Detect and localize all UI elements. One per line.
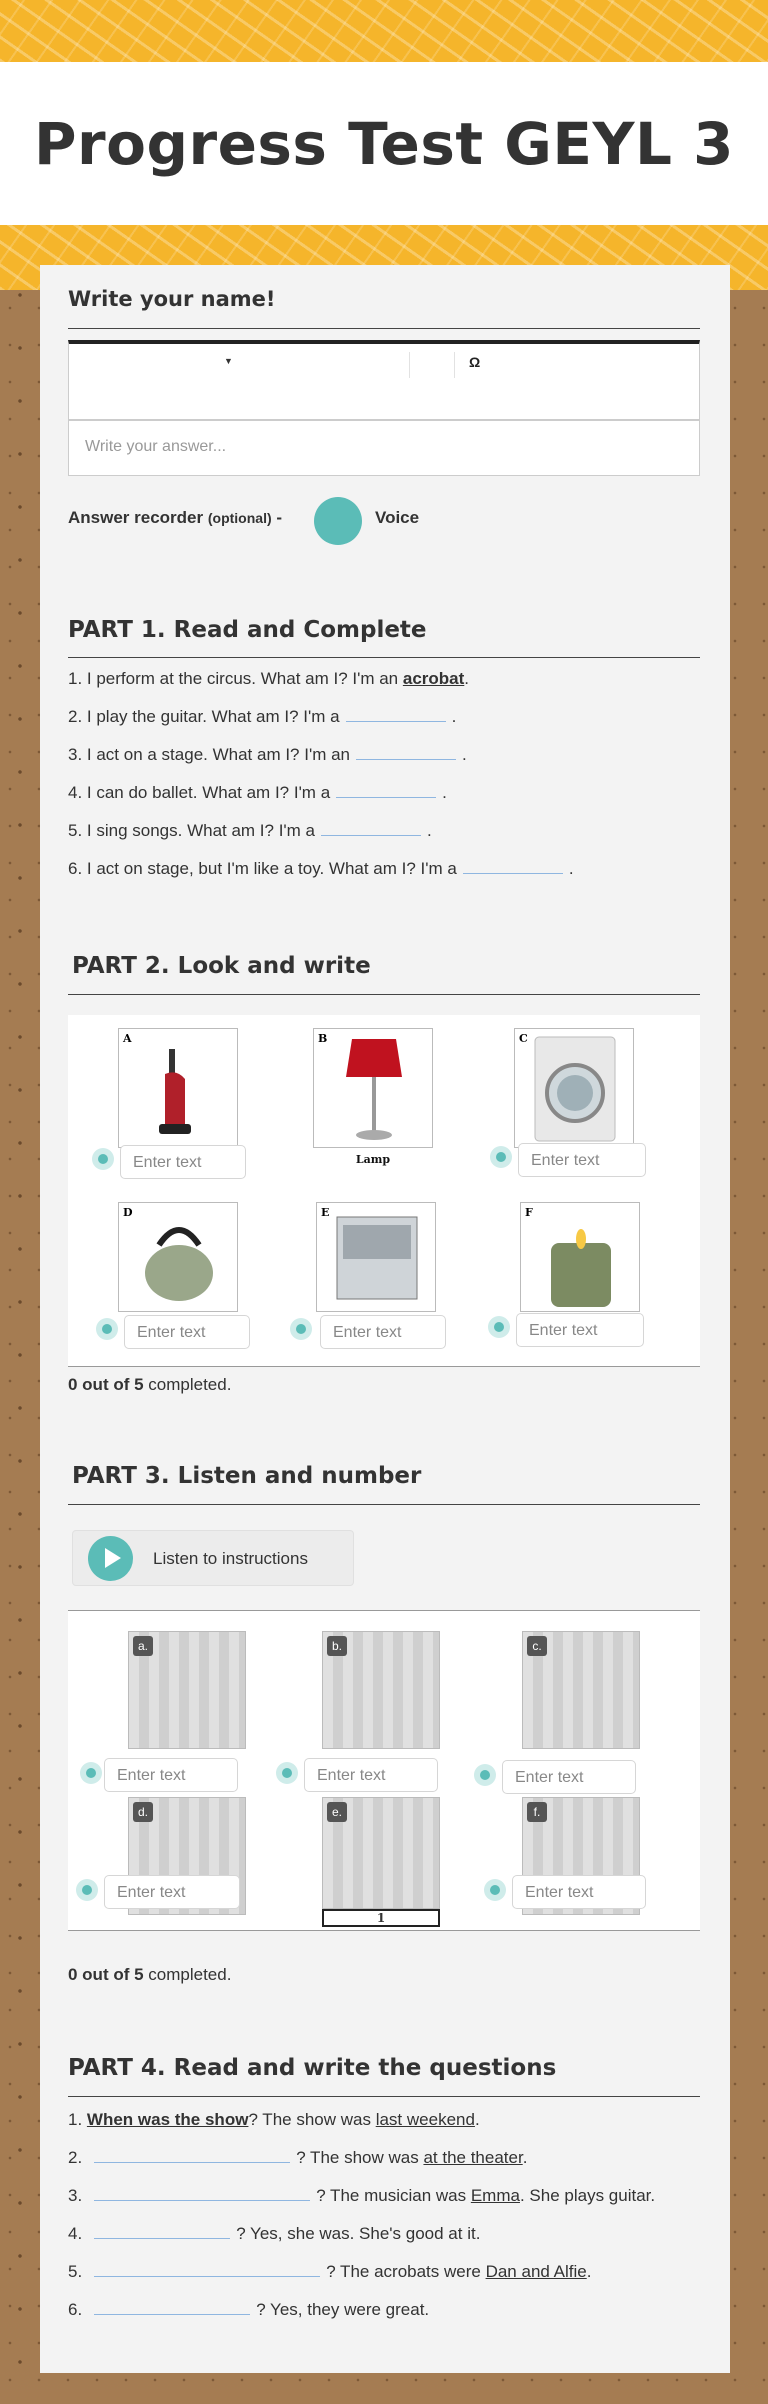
part3-heading: PART 3. Listen and number	[72, 1463, 422, 1489]
part3-hotspot-c[interactable]	[474, 1764, 496, 1786]
part3-hotspot-d[interactable]	[76, 1879, 98, 1901]
part4-item-3-number: 3.	[68, 2186, 83, 2205]
part3-input-f[interactable]	[512, 1875, 646, 1909]
part3-input-b[interactable]	[304, 1758, 438, 1792]
input-placeholder: Enter text	[333, 1324, 402, 1341]
part3-image-panel	[68, 1611, 700, 1931]
part3-input-a[interactable]	[104, 1758, 238, 1792]
part2-input-d[interactable]	[124, 1315, 250, 1349]
part1-item-1-text: 1. I perform at the circus. What am I? I'm an	[68, 669, 403, 688]
part1-item-3-text: 3. I act on a stage. What am I? I'm an	[68, 745, 350, 764]
part1-item-3	[68, 745, 467, 765]
picture-a-tag: a.	[133, 1636, 153, 1656]
name-answer-input[interactable]	[68, 420, 700, 476]
part4-item-4	[68, 2224, 480, 2244]
part2-hotspot-d[interactable]	[96, 1318, 118, 1340]
part3-progress-text: completed.	[143, 1965, 232, 1984]
part1-item-4-blank[interactable]	[336, 784, 436, 798]
part1-item-5-period: .	[427, 821, 432, 840]
part4-item-6-text: ? Yes, they were great.	[256, 2300, 430, 2319]
part3-progress	[68, 1965, 231, 1985]
part4-item-3-text: ? The musician was	[316, 2186, 471, 2205]
washing-machine-icon	[515, 1029, 634, 1148]
part4-item-1	[68, 2110, 480, 2130]
part2-hotspot-e[interactable]	[290, 1318, 312, 1340]
part4-item-2-number: 2.	[68, 2148, 83, 2167]
recorder-dash: -	[276, 508, 283, 527]
top-stripe	[0, 0, 768, 62]
kettle-icon	[119, 1203, 238, 1312]
part3-hotspot-f[interactable]	[484, 1879, 506, 1901]
part1-item-6	[68, 859, 574, 879]
part2-photo-a	[118, 1028, 238, 1148]
part4-item-2-blank[interactable]	[94, 2149, 290, 2163]
part1-item-4-text: 4. I can do ballet. What am I? I'm a	[68, 783, 331, 802]
part2-photo-f	[520, 1202, 640, 1312]
audio-player[interactable]	[72, 1530, 354, 1586]
part1-item-1	[68, 669, 469, 689]
part4-item-2-text: ? The show was	[296, 2148, 424, 2167]
part2-photo-b	[313, 1028, 433, 1148]
part4-item-5-end: .	[586, 2262, 592, 2281]
part4-item-3	[68, 2186, 655, 2206]
part4-item-3-underlined: Emma	[470, 2186, 520, 2205]
part2-input-f[interactable]	[516, 1313, 644, 1347]
answer-recorder-label	[68, 508, 282, 528]
part2-image-panel	[68, 1015, 700, 1367]
part1-item-5-text: 5. I sing songs. What am I? I'm a	[68, 821, 316, 840]
part1-item-2-text: 2. I play the guitar. What am I? I'm a	[68, 707, 340, 726]
part4-item-6-blank[interactable]	[94, 2301, 250, 2315]
part4-divider	[68, 2096, 700, 2097]
part4-item-2-end: .	[522, 2148, 528, 2167]
play-icon	[105, 1548, 121, 1568]
recorder-optional-text: (optional)	[207, 510, 272, 526]
part3-picture-b	[322, 1631, 440, 1749]
part1-item-5-blank[interactable]	[321, 822, 421, 836]
part4-item-5-blank[interactable]	[94, 2263, 320, 2277]
input-placeholder: Enter text	[525, 1884, 594, 1901]
part1-item-3-period: .	[462, 745, 467, 764]
part2-photo-e	[316, 1202, 436, 1312]
input-placeholder: Enter text	[117, 1884, 186, 1901]
part3-picture-c	[522, 1631, 640, 1749]
toolbar-divider	[409, 352, 410, 378]
candle-icon	[521, 1203, 640, 1312]
dropdown-caret-icon[interactable]: ▼	[224, 356, 233, 366]
vacuum-cleaner-icon	[119, 1029, 238, 1148]
rich-text-editor[interactable]	[68, 340, 700, 420]
play-button[interactable]	[88, 1536, 133, 1581]
part1-item-1-answer: acrobat	[402, 669, 465, 688]
part4-item-1-number: 1.	[68, 2110, 87, 2129]
part1-item-2-blank[interactable]	[346, 708, 446, 722]
part2-input-c[interactable]	[518, 1143, 646, 1177]
record-button[interactable]	[314, 497, 362, 545]
toolbar-divider	[454, 352, 455, 378]
part1-divider	[68, 657, 700, 658]
input-placeholder: Enter text	[529, 1322, 598, 1339]
part2-photo-d	[118, 1202, 238, 1312]
part2-hotspot-c[interactable]	[490, 1146, 512, 1168]
part4-item-1-text: ? The show was	[248, 2110, 376, 2129]
input-placeholder: Enter text	[515, 1769, 584, 1786]
part3-hotspot-b[interactable]	[276, 1762, 298, 1784]
lamp-icon	[314, 1029, 433, 1148]
part4-item-6	[68, 2300, 429, 2320]
part1-item-6-blank[interactable]	[463, 860, 563, 874]
part4-item-1-end: .	[474, 2110, 480, 2129]
voice-label: Voice	[375, 508, 420, 527]
photo-b-letter: B	[318, 1032, 328, 1045]
part4-item-4-blank[interactable]	[94, 2225, 230, 2239]
part4-item-6-number: 6.	[68, 2300, 83, 2319]
input-placeholder: Enter text	[133, 1154, 202, 1171]
part4-item-2-underlined: at the theater	[423, 2148, 523, 2167]
picture-f-tag: f.	[527, 1802, 547, 1822]
part2-progress	[68, 1375, 231, 1395]
title-banner	[0, 62, 768, 225]
part1-item-6-period: .	[568, 859, 574, 878]
part2-photo-c	[514, 1028, 634, 1148]
part4-heading: PART 4. Read and write the questions	[68, 2055, 557, 2081]
photo-a-letter: A	[123, 1032, 132, 1045]
lamp-example-label: Lamp	[355, 1153, 391, 1166]
part1-item-2-period: .	[451, 707, 457, 726]
part4-item-4-number: 4.	[68, 2224, 83, 2243]
part1-item-1-period: .	[464, 669, 470, 688]
input-placeholder: Enter text	[317, 1767, 386, 1784]
part4-item-5-number: 5.	[68, 2262, 83, 2281]
photo-d-letter: D	[123, 1206, 133, 1219]
part3-progress-count: 0 out of 5	[68, 1965, 144, 1984]
name-divider	[68, 328, 700, 329]
worksheet	[40, 265, 730, 2373]
part4-item-5-text: ? The acrobats were	[326, 2262, 486, 2281]
part4-item-1-underlined: last weekend	[375, 2110, 475, 2129]
part1-item-5	[68, 821, 432, 841]
photo-f-letter: F	[525, 1206, 533, 1219]
input-placeholder: Enter text	[137, 1324, 206, 1341]
name-heading: Write your name!	[68, 287, 276, 311]
part4-item-4-text: ? Yes, she was. She's good at it.	[236, 2224, 481, 2243]
part2-hotspot-a[interactable]	[92, 1148, 114, 1170]
photo-c-letter: C	[519, 1032, 528, 1045]
part3-divider	[68, 1504, 700, 1505]
part1-item-4-period: .	[442, 783, 447, 802]
part1-item-3-blank[interactable]	[356, 746, 456, 760]
picture-d-tag: d.	[133, 1802, 153, 1822]
part3-picture-a	[128, 1631, 246, 1749]
part3-input-c[interactable]	[502, 1760, 636, 1794]
part3-example-answer: 1	[322, 1909, 440, 1927]
omega-symbol-button[interactable]: Ω	[469, 354, 481, 370]
recorder-label-text: Answer recorder	[68, 508, 204, 527]
part1-item-4	[68, 783, 447, 803]
name-answer-placeholder: Write your answer...	[85, 438, 227, 455]
part2-progress-text: completed.	[143, 1375, 232, 1394]
part1-heading: PART 1. Read and Complete	[68, 617, 427, 643]
input-placeholder: Enter text	[531, 1152, 600, 1169]
picture-c-tag: c.	[527, 1636, 547, 1656]
part4-item-5	[68, 2262, 591, 2282]
input-placeholder: Enter text	[117, 1767, 186, 1784]
part2-heading: PART 2. Look and write	[72, 953, 371, 979]
part1-item-6-text: 6. I act on stage, but I'm like a toy. What am I? I'm a	[68, 859, 457, 878]
part4-item-3-blank[interactable]	[94, 2187, 310, 2201]
page-title: Progress Test GEYL 3	[33, 109, 735, 178]
part4-item-2	[68, 2148, 527, 2168]
part3-picture-e	[322, 1797, 440, 1909]
part4-item-3-end: . She plays guitar.	[519, 2186, 656, 2205]
part2-input-e[interactable]	[320, 1315, 446, 1349]
part3-input-d[interactable]	[104, 1875, 240, 1909]
part4-item-5-underlined: Dan and Alfie	[485, 2262, 587, 2281]
part3-hotspot-a[interactable]	[80, 1762, 102, 1784]
photo-e-letter: E	[321, 1206, 330, 1219]
audio-label: Listen to instructions	[153, 1549, 308, 1568]
part2-divider	[68, 994, 700, 995]
picture-e-tag: e.	[327, 1802, 347, 1822]
dishwasher-icon	[317, 1203, 436, 1312]
part4-item-1-answer: When was the show	[86, 2110, 249, 2129]
part1-item-2	[68, 707, 456, 727]
picture-b-tag: b.	[327, 1636, 347, 1656]
part2-input-a[interactable]	[120, 1145, 246, 1179]
part2-hotspot-f[interactable]	[488, 1316, 510, 1338]
part2-progress-count: 0 out of 5	[68, 1375, 144, 1394]
